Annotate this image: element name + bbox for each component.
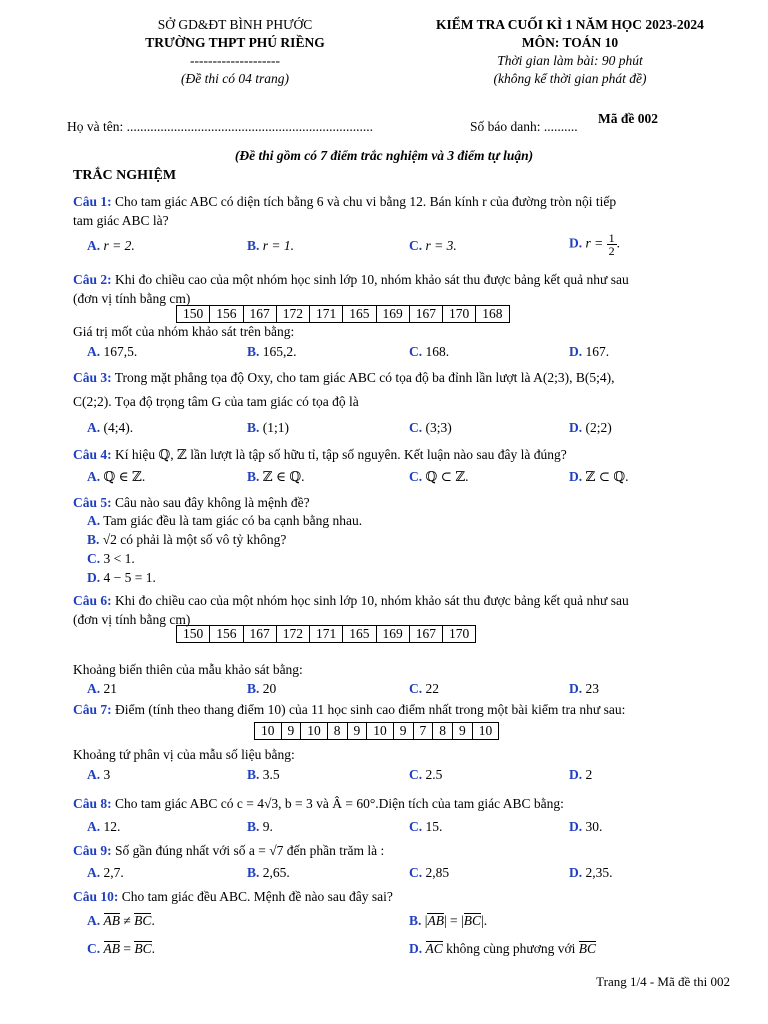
question-7: Câu 7: Điểm (tính theo thang điểm 10) của 11 học sinh cao điểm nhất trong một bài kiểm tra như sau: <box>73 702 626 717</box>
table-cell: 150 <box>177 626 210 643</box>
question-number: Câu 1: <box>73 194 112 209</box>
table-cell: 8 <box>327 723 347 740</box>
table-cell: 171 <box>310 626 343 643</box>
table-cell: 156 <box>210 306 243 323</box>
table-cell: 10 <box>255 723 282 740</box>
q1-option-c[interactable]: C. r = 3. <box>409 238 457 253</box>
question-3: Câu 3: Trong mặt phẳng tọa độ Oxy, cho tam giác ABC có tọa độ ba đỉnh lần lượt là A(2;3), B(5;4), C(2;2). Tọa độ trọng tâm G của tam giác có tọa độ là <box>73 370 615 409</box>
exam-note: (Đề thi gồm có 7 điểm trắc nghiệm và 3 điểm tự luận) <box>234 148 534 163</box>
table-cell: 150 <box>177 306 210 323</box>
table-cell: 170 <box>443 626 476 643</box>
q10-option-c[interactable]: C. AB = BC. <box>87 941 156 956</box>
q10-option-d[interactable]: D. AC không cùng phương với BC <box>409 941 596 956</box>
q7-prompt: Khoảng tứ phân vị của mẫu số liệu bằng: <box>73 747 295 762</box>
q8-option-c[interactable]: C. 15. <box>409 819 443 834</box>
q2-prompt: Giá trị mốt của nhóm khảo sát trên bằng: <box>73 324 295 339</box>
table-cell: 8 <box>433 723 453 740</box>
q7-option-b[interactable]: B. 3.5 <box>247 767 280 782</box>
student-id-field: Số báo danh: .......... <box>470 119 578 134</box>
table-cell: 169 <box>376 306 409 323</box>
table-cell: 10 <box>367 723 394 740</box>
q5-option-a[interactable]: A. Tam giác đều là tam giác có ba cạnh bằng nhau. <box>87 513 363 528</box>
q8-option-d[interactable]: D. 30. <box>569 819 603 834</box>
q4-option-b[interactable]: B. ℤ ∈ ℚ. <box>247 469 305 484</box>
name-field: Họ và tên: ......................................................................... <box>67 119 373 134</box>
q2-option-d[interactable]: D. 167. <box>569 344 610 359</box>
q5-option-d[interactable]: D. 4 − 5 = 1. <box>87 570 156 585</box>
q9-option-b[interactable]: B. 2,65. <box>247 865 290 880</box>
q3-option-a[interactable]: A. (4;4). <box>87 420 134 435</box>
duration: Thời gian làm bài: 90 phút <box>497 53 643 68</box>
table-cell: 165 <box>343 626 376 643</box>
question-1 <box>73 192 733 230</box>
table-cell: 156 <box>210 626 243 643</box>
table-cell: 9 <box>453 723 473 740</box>
question-4: Câu 4: Kí hiệu ℚ, ℤ lần lượt là tập số hữu tỉ, tập số nguyên. Kết luận nào sau đây là đúng? <box>73 447 567 462</box>
header-right <box>400 16 740 88</box>
table-cell: 9 <box>347 723 367 740</box>
table-cell: 167 <box>409 626 442 643</box>
table-cell: 165 <box>343 306 376 323</box>
duration-note: (không kể thời gian phát đề) <box>493 71 647 86</box>
q9-option-c[interactable]: C. 2,85 <box>409 865 450 880</box>
table-cell: 172 <box>276 626 309 643</box>
question-9: Câu 9: Số gần đúng nhất với số a = √7 đến phần trăm là : <box>73 843 385 858</box>
q8-option-b[interactable]: B. 9. <box>247 819 273 834</box>
exam-code: Mã đề 002 <box>598 111 658 126</box>
page-count-note: (Đề thi có 04 trang) <box>181 71 289 86</box>
q6-data-table <box>176 625 476 643</box>
q3-option-b[interactable]: B. (1;1) <box>247 420 290 435</box>
question-5: Câu 5: Câu nào sau đây không là mệnh đề? <box>73 495 310 510</box>
table-cell: 10 <box>301 723 328 740</box>
q9-option-a[interactable]: A. 2,7. <box>87 865 124 880</box>
table-cell: 168 <box>476 306 509 323</box>
q10-option-b[interactable]: B. |AB| = |BC|. <box>409 913 488 928</box>
header-left <box>110 16 360 88</box>
q2-option-b[interactable]: B. 165,2. <box>247 344 297 359</box>
table-cell: 172 <box>276 306 309 323</box>
q3-option-c[interactable]: C. (3;3) <box>409 420 452 435</box>
q7-option-d[interactable]: D. 2 <box>569 767 593 782</box>
q1-option-a[interactable]: A. r = 2. <box>87 238 135 253</box>
q7-option-c[interactable]: C. 2.5 <box>409 767 443 782</box>
table-cell: 9 <box>281 723 301 740</box>
q10-option-a[interactable]: A. AB ≠ BC. <box>87 913 155 928</box>
q6-option-d[interactable]: D. 23 <box>569 681 599 696</box>
q6-prompt: Khoảng biến thiên của mẫu khảo sát bằng: <box>73 662 303 677</box>
q1-option-b[interactable]: B. r = 1. <box>247 238 295 253</box>
q9-option-d[interactable]: D. 2,35. <box>569 865 613 880</box>
table-cell: 171 <box>310 306 343 323</box>
question-10: Câu 10: Cho tam giác đều ABC. Mệnh đề nào sau đây sai? <box>73 889 393 904</box>
q3-option-d[interactable]: D. (2;2) <box>569 420 612 435</box>
q4-option-c[interactable]: C. ℚ ⊂ ℤ. <box>409 469 469 484</box>
department: SỞ GD&ĐT BÌNH PHƯỚC <box>157 17 313 32</box>
q8-option-a[interactable]: A. 12. <box>87 819 121 834</box>
q6-option-c[interactable]: C. 22 <box>409 681 439 696</box>
table-cell: 167 <box>409 306 442 323</box>
q4-option-d[interactable]: D. ℤ ⊂ ℚ. <box>569 469 629 484</box>
q6-option-a[interactable]: A. 21 <box>87 681 117 696</box>
question-8: Câu 8: Cho tam giác ABC có c = 4√3, b = 3 và Â = 60°.Diện tích của tam giác ABC bằng: <box>73 796 564 811</box>
q5-option-c[interactable]: C. 3 < 1. <box>87 551 135 566</box>
table-cell: 167 <box>243 626 276 643</box>
q7-data-table <box>254 722 499 740</box>
school-name: TRƯỜNG THPT PHÚ RIỀNG <box>145 35 325 50</box>
question-text-cont: tam giác ABC là? <box>73 213 169 228</box>
table-cell: 9 <box>393 723 413 740</box>
table-cell: 167 <box>243 306 276 323</box>
section-title: TRẮC NGHIỆM <box>73 168 177 183</box>
q1-option-d[interactable]: D. r = $\frac{1}{2}$ . <box>569 231 620 258</box>
exam-title: KIỂM TRA CUỐI KÌ 1 NĂM HỌC 2023-2024 <box>436 17 704 32</box>
question-6: Câu 6: Khi đo chiều cao của một nhóm học sinh lớp 10, nhóm khảo sát thu được bảng kết quả như sau (đơn vị tính bằng cm) <box>73 593 629 627</box>
q2-option-c[interactable]: C. 168. <box>409 344 450 359</box>
question-text: Cho tam giác ABC có diện tích bằng 6 và chu vi bằng 12. Bán kính r của đường tròn nội tiếp <box>115 194 617 209</box>
table-cell: 170 <box>443 306 476 323</box>
divider-dashes: -------------------- <box>190 53 280 68</box>
subject: MÔN: TOÁN 10 <box>521 35 619 50</box>
q7-option-a[interactable]: A. 3 <box>87 767 111 782</box>
q2-option-a[interactable]: A. 167,5. <box>87 344 138 359</box>
q4-option-a[interactable]: A. ℚ ∈ ℤ. <box>87 469 146 484</box>
q5-option-b[interactable]: B. √2 có phải là một số vô tỷ không? <box>87 532 287 547</box>
table-cell: 169 <box>376 626 409 643</box>
q6-option-b[interactable]: B. 20 <box>247 681 277 696</box>
page-footer: Trang 1/4 - Mã đề thi 002 <box>596 974 730 989</box>
question-2: Câu 2: Khi đo chiều cao của một nhóm học sinh lớp 10, nhóm khảo sát thu được bảng kết quả như sau (đơn vị tính bằng cm) <box>73 272 629 306</box>
table-cell: 10 <box>472 723 499 740</box>
q2-data-table <box>176 305 510 323</box>
table-cell: 7 <box>413 723 433 740</box>
